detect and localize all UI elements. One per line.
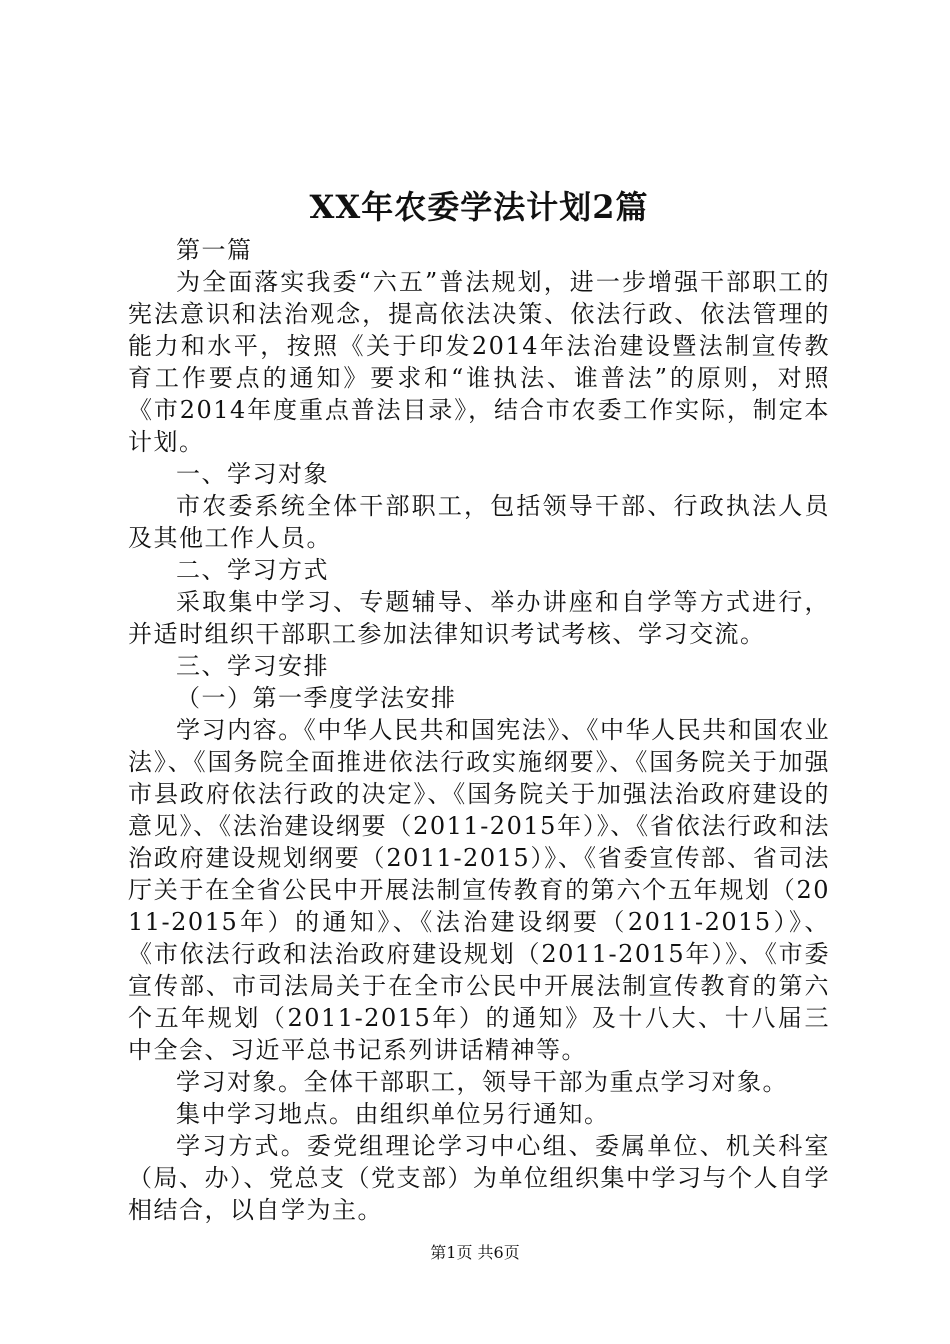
study-participants-paragraph: 学习对象。全体干部职工，领导干部为重点学习对象。 <box>176 1068 788 1096</box>
study-content-paragraph: 学习内容。《中华人民共和国宪法》、《中华人民共和国农业法》、《国务院全面推进依法行政实施纲要》、《国务院关于加强市县政府依法行政的决定》、《国务院关于加强法治政府建设的意见》、《法治建设纲要（2011-2015年）》、《省依法行政和法治政府建设规划纲要（2011-2015）》、《省委宣传部、省司法厅关于在全省公民中开展法制宣传教育的第六个五年规划（2011-2015年）的通知》、《法治建设纲要（2011-2015）》、《市依法行政和法治政府建设规划（2011-2015年）》、《市委宣传部、市司法局关于在全市公民中开展法制宣传教育的第六个五年规划（2011-2015年）的通知》及十八大、十八届三中全会、习近平总书记系列讲话精神等。 <box>128 716 830 1064</box>
heading-study-schedule: 三、学习安排 <box>176 652 329 680</box>
intro-paragraph: 为全面落实我委“六五”普法规划，进一步增强干部职工的宪法意识和法治观念，提高依法决策、依法行政、依法管理的能力和水平，按照《关于印发2014年法治建设暨法制宣传教育工作要点的通知》要求和“谁执法、谁普法”的原则，对照《市2014年度重点普法目录》，结合市农委工作实际，制定本计划。 <box>128 268 830 456</box>
study-format-paragraph: 学习方式。委党组理论学习中心组、委属单位、机关科室（局、办）、党总支（党支部）为单位组织集中学习与个人自学相结合，以自学为主。 <box>128 1132 830 1224</box>
subheading-first-quarter: （一）第一季度学法安排 <box>176 684 457 712</box>
section-label-first: 第一篇 <box>176 236 253 264</box>
study-location-paragraph: 集中学习地点。由组织单位另行通知。 <box>176 1100 610 1128</box>
page-number-footer: 第1页 共6页 <box>430 1243 520 1262</box>
document-title: XX年农委学法计划2篇 <box>309 188 649 226</box>
document-body <box>128 234 830 1226</box>
heading-study-target: 一、学习对象 <box>176 460 329 488</box>
study-method-paragraph: 采取集中学习、专题辅导、举办讲座和自学等方式进行，并适时组织干部职工参加法律知识考试考核、学习交流。 <box>128 588 830 648</box>
document-page <box>128 182 830 1226</box>
heading-study-method: 二、学习方式 <box>176 556 329 584</box>
study-target-paragraph: 市农委系统全体干部职工，包括领导干部、行政执法人员及其他工作人员。 <box>128 492 830 552</box>
